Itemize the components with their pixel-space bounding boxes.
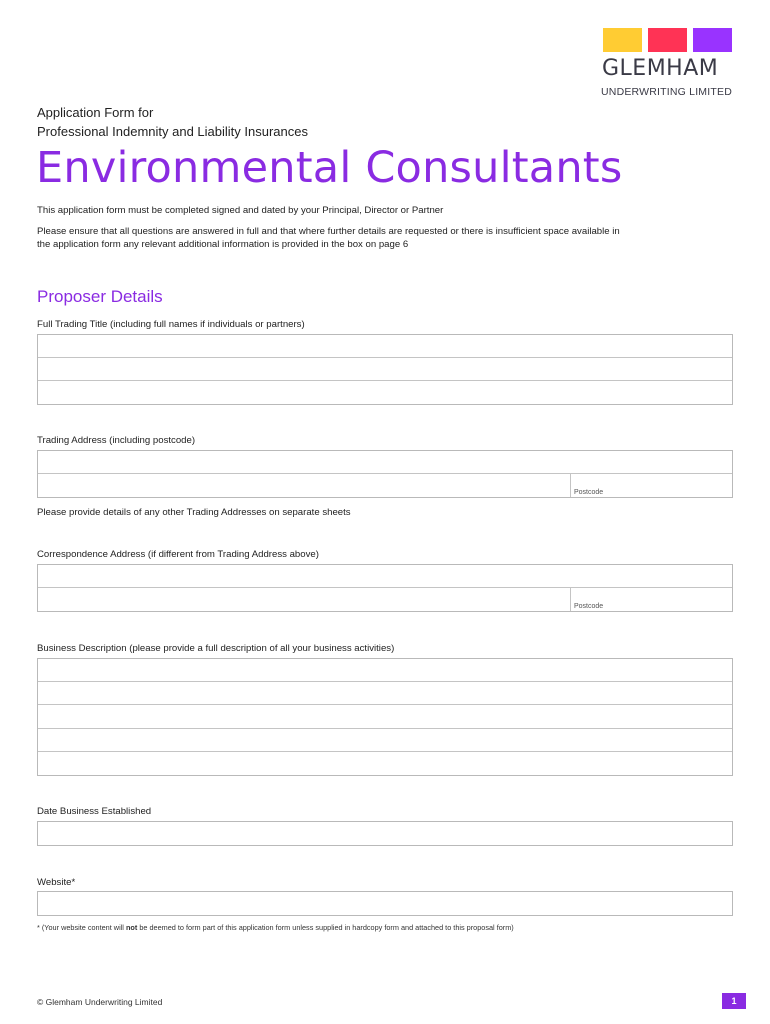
brand-subtitle: UNDERWRITING LIMITED [601, 86, 732, 98]
trading-title-line-1[interactable] [38, 335, 732, 358]
brand-name: GLEMHAM [602, 56, 719, 81]
correspondence-label: Correspondence Address (if different from Trading Address above) [37, 549, 319, 560]
trading-title-field[interactable] [37, 334, 733, 405]
website-disclaimer [37, 923, 514, 932]
business-description-line-4[interactable] [38, 729, 732, 752]
page-title: Environmental Consultants [36, 143, 623, 193]
correspondence-address-field[interactable] [37, 564, 733, 612]
logo-block-yellow [603, 28, 642, 52]
ensure-note-line1: Please ensure that all questions are answered in full and that where further details are requested or there is insufficient space available in [37, 226, 620, 237]
website-disclaimer-bold: not [125, 923, 138, 932]
footer-copyright: © Glemham Underwriting Limited [37, 997, 163, 1007]
business-description-line-1[interactable] [38, 659, 732, 682]
date-established-field[interactable] [37, 821, 733, 846]
business-description-line-2[interactable] [38, 682, 732, 705]
business-description-line-3[interactable] [38, 706, 732, 729]
correspondence-postcode-field[interactable] [570, 588, 733, 611]
trading-title-label: Full Trading Title (including full names if individuals or partners) [37, 319, 305, 330]
correspondence-line-1[interactable] [38, 565, 732, 588]
trading-address-field[interactable] [37, 450, 733, 498]
trading-title-line-2[interactable] [38, 358, 732, 381]
other-addresses-note: Please provide details of any other Trading Addresses on separate sheets [37, 507, 351, 518]
website-label: Website* [37, 877, 76, 888]
business-description-field[interactable] [37, 658, 733, 776]
trading-postcode-field[interactable] [570, 474, 733, 497]
business-description-line-5[interactable] [38, 753, 732, 776]
correspondence-line-2[interactable] [38, 588, 732, 611]
logo-block-purple [693, 28, 732, 52]
signed-note: This application form must be completed signed and dated by your Principal, Director or Partner [37, 205, 444, 216]
trading-address-line-1[interactable] [38, 451, 732, 474]
logo-block-red [648, 28, 687, 52]
trading-address-label: Trading Address (including postcode) [37, 435, 196, 446]
form-intro-line2: Professional Indemnity and Liability Insurances [37, 124, 308, 139]
date-established-label: Date Business Established [37, 806, 152, 817]
website-disclaimer-post: be deemed to form part of this application form unless supplied in hardcopy form and attached to this proposal form) [137, 923, 514, 932]
trading-title-line-3[interactable] [38, 381, 732, 404]
section-title: Proposer Details [37, 287, 163, 306]
business-description-label: Business Description (please provide a full description of all your business activities) [37, 643, 395, 654]
page-number-badge: 1 [722, 993, 746, 1009]
form-intro-line1: Application Form for [37, 105, 154, 120]
trading-address-line-2[interactable] [38, 474, 732, 497]
website-field[interactable] [37, 891, 733, 916]
ensure-note-line2: the application form any relevant additional information is provided in the box on page 6 [37, 239, 409, 250]
website-disclaimer-pre: * (Your website content will [37, 923, 126, 932]
postcode-label: Postcode [574, 603, 604, 610]
postcode-label: Postcode [574, 489, 604, 496]
